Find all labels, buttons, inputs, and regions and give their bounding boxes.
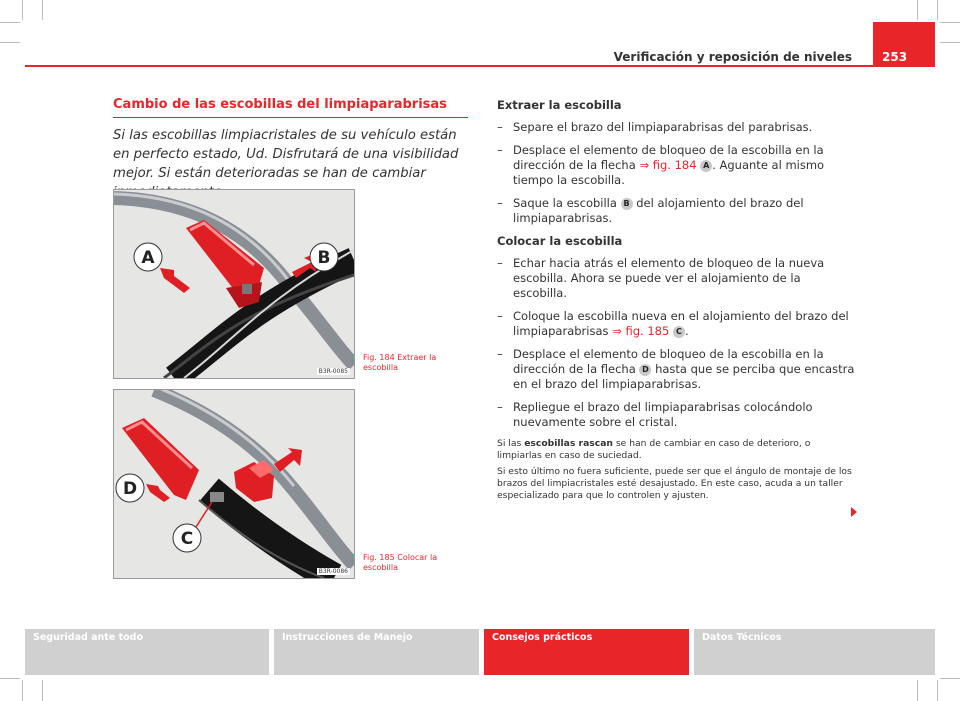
step-text: Echar hacia atrás el elemento de bloqueo de la nueva escobilla. Ahora se puede ver el alojamiento de la escobilla. bbox=[513, 256, 825, 300]
figure-185-caption bbox=[363, 553, 473, 573]
crop-mark bbox=[917, 680, 918, 701]
crop-mark bbox=[42, 0, 43, 20]
list-item: – Desplace el elemento de bloqueo de la escobilla en la dirección de la flecha D hasta que se perciba que encastra en el brazo del limpiaparabrisas. bbox=[497, 347, 855, 391]
step-text: Coloque la escobilla nueva en el alojamiento del brazo del limpiaparabrisas bbox=[513, 309, 849, 338]
note-text: se han de cambiar en caso de deterioro, o limpiarlas en caso de suciedad. bbox=[497, 438, 811, 461]
step-text: Repliegue el brazo del limpiaparabrisas colocándolo nuevamente sobre el cristal. bbox=[513, 400, 813, 429]
crop-mark bbox=[0, 678, 20, 679]
figure-caption-text: Extraer la escobilla bbox=[363, 353, 437, 372]
step-text: . bbox=[684, 324, 689, 338]
figure-link[interactable]: ⇒ fig. 185 bbox=[612, 324, 670, 338]
continue-arrow-icon bbox=[851, 507, 857, 517]
figure-label: Fig. 185 bbox=[363, 553, 395, 562]
step-text: Saque la escobilla bbox=[513, 196, 621, 210]
marker-a-label: A bbox=[141, 248, 155, 268]
step-text: Desplace el elemento de bloqueo de la escobilla en la dirección de la flecha bbox=[513, 143, 824, 172]
page-number: 253 bbox=[882, 50, 908, 64]
intro-text: Si las escobillas limpiacristales de su vehículo están en perfecto estado, Ud. Disfrutará de una visibilidad mejor. Si están deterioradas se han de cambiar bbox=[113, 128, 459, 181]
figure-184-image bbox=[113, 189, 355, 379]
header-divider bbox=[25, 65, 935, 67]
crop-mark bbox=[940, 678, 960, 679]
list-item: – Coloque la escobilla nueva en el alojamiento del brazo del limpiaparabrisas ⇒ fig. 185 C . bbox=[497, 309, 849, 338]
figure-code: B3R-0086 bbox=[318, 568, 348, 575]
place-heading: Colocar la escobilla bbox=[497, 234, 623, 248]
figure-label: Fig. 184 bbox=[363, 353, 395, 362]
note-emphasis: escobillas rascan bbox=[524, 438, 613, 449]
section-divider bbox=[113, 117, 468, 118]
list-item: – Separe el brazo del limpiaparabrisas del parabrisas. bbox=[497, 120, 813, 134]
step-text: del alojamiento del brazo del limpiaparabrisas. bbox=[513, 196, 804, 225]
figure-code: B3R-0085 bbox=[318, 368, 348, 375]
crop-mark bbox=[22, 0, 23, 20]
figure-185-image bbox=[113, 389, 355, 579]
marker-d-label: D bbox=[122, 479, 138, 499]
crop-mark bbox=[937, 680, 938, 701]
crop-mark bbox=[917, 0, 918, 20]
footer-tab-consejos[interactable] bbox=[484, 629, 689, 675]
note-paragraph bbox=[497, 438, 857, 462]
footer-tab-label: Instrucciones de Manejo bbox=[282, 632, 413, 643]
marker-badge: C bbox=[673, 326, 685, 338]
footer-tab-datos[interactable] bbox=[694, 629, 935, 675]
crop-mark bbox=[0, 22, 20, 23]
footer-tab-label: Seguridad ante todo bbox=[33, 632, 143, 643]
figure-link[interactable]: ⇒ fig. 184 bbox=[639, 158, 697, 172]
footer-tab-label: Datos Técnicos bbox=[702, 632, 782, 643]
footer-tab-seguridad[interactable] bbox=[25, 629, 269, 675]
note-paragraph: Si esto último no fuera suficiente, puede ser que el ángulo de montaje de los brazos del limpiacristales esté desajustado. En este caso, acuda a un taller especializado para que lo controlen y ajusten. bbox=[497, 466, 852, 501]
marker-badge: B bbox=[621, 198, 633, 210]
footer-tab-label: Consejos prácticos bbox=[492, 632, 593, 643]
chapter-title: Verificación y reposición de niveles bbox=[613, 50, 852, 64]
crop-mark bbox=[940, 22, 960, 23]
crop-mark bbox=[42, 680, 43, 701]
step-text: Desplace el elemento de bloqueo de la escobilla en la dirección de la flecha bbox=[513, 347, 824, 376]
section-title: Cambio de las escobillas del limpiaparabrisas bbox=[113, 97, 447, 112]
step-text: Separe el brazo del limpiaparabrisas del parabrisas. bbox=[513, 120, 813, 134]
marker-badge: A bbox=[700, 160, 712, 172]
crop-mark bbox=[937, 0, 938, 20]
list-item: – Echar hacia atrás el elemento de bloqueo de la nueva escobilla. Ahora se puede ver el alojamiento de la escobilla. bbox=[497, 256, 825, 300]
marker-c-label: C bbox=[180, 529, 194, 549]
marker-b-label: B bbox=[317, 248, 331, 268]
step-text: hasta que se perciba que encastra en el brazo del limpiaparabrisas. bbox=[513, 362, 855, 391]
list-item: – Repliegue el brazo del limpiaparabrisas colocándolo nuevamente sobre el cristal. bbox=[497, 400, 813, 429]
crop-mark bbox=[940, 42, 960, 43]
list-item: – Desplace el elemento de bloqueo de la escobilla en la dirección de la flecha ⇒ fig. 184 A . Aguante al mismo tiempo la escobilla. bbox=[497, 143, 825, 187]
figure-184-caption bbox=[363, 353, 473, 373]
note-text: Si las bbox=[497, 438, 525, 449]
extract-heading: Extraer la escobilla bbox=[497, 98, 622, 112]
crop-mark bbox=[0, 42, 20, 43]
step-text: . Aguante al mismo tiempo la escobilla. bbox=[513, 158, 825, 187]
marker-badge: D bbox=[639, 364, 651, 376]
footer-tab-instrucciones[interactable] bbox=[274, 629, 479, 675]
figure-caption-text: Colocar la escobilla bbox=[363, 553, 438, 572]
notes bbox=[497, 438, 857, 502]
crop-mark bbox=[22, 680, 23, 701]
list-item: – Saque la escobilla B del alojamiento del brazo del limpiaparabrisas. bbox=[497, 196, 804, 225]
instructions-column bbox=[497, 98, 857, 506]
